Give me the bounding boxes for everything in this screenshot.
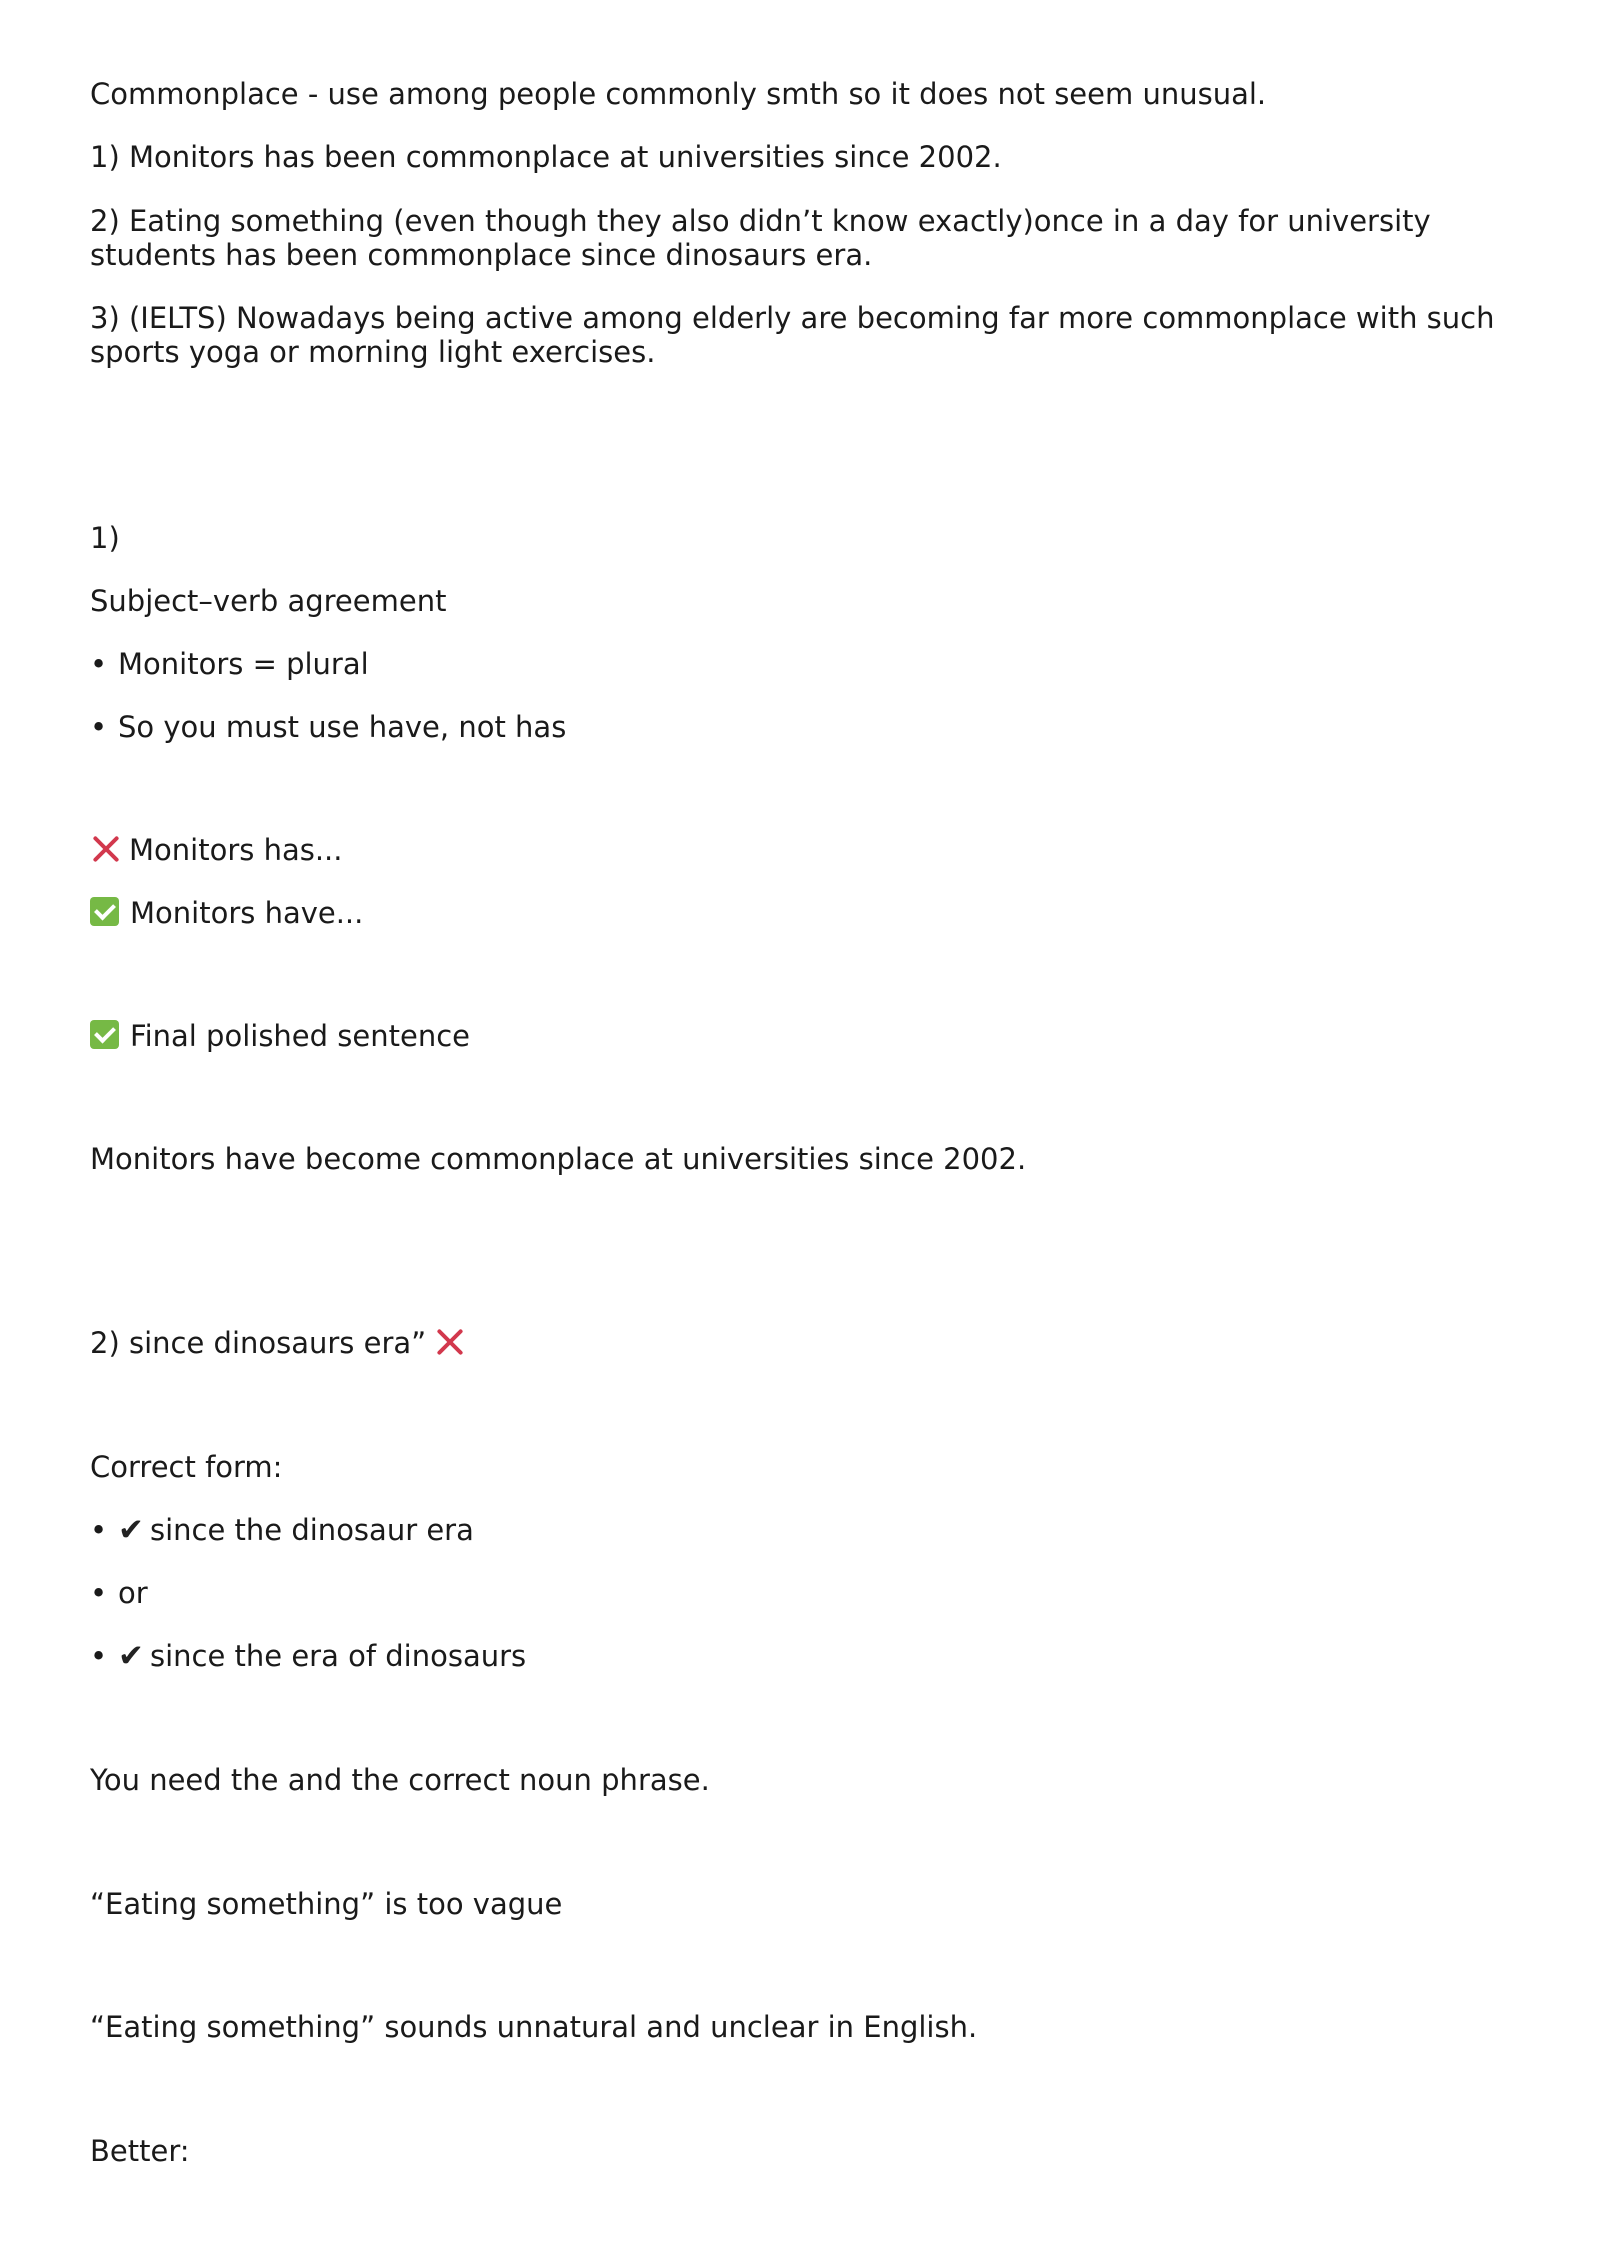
heavy-check-icon: ✔ (118, 1512, 144, 1548)
option-text: since the era of dinosaurs (149, 1639, 527, 1673)
right-example (90, 896, 363, 930)
vague-note: “Eating something” sounds unnatural and unclear in English. (90, 2010, 978, 2044)
right-example-text: Monitors have... (130, 896, 364, 930)
vague-heading: “Eating something” is too vague (90, 1887, 563, 1921)
better-label: Better: (90, 2134, 190, 2168)
definition-line: Commonplace - use among people commonly smth so it does not seem unusual. (90, 77, 1267, 111)
final-sentence: Monitors have become commonplace at universities since 2002. (90, 1142, 1027, 1176)
cross-mark-icon (90, 834, 120, 864)
section1-bullet-1 (90, 647, 369, 681)
correct-option-1 (90, 1513, 474, 1547)
section1-number: 1) (90, 521, 120, 555)
bullet-text: Monitors = plural (118, 647, 369, 681)
option-text: since the dinosaur era (149, 1513, 474, 1547)
check-box-icon (90, 1020, 119, 1049)
bullet-text: So you must use have, not has (118, 710, 567, 744)
wrong-example-text: Monitors has... (129, 833, 343, 867)
section1-bullet-2 (90, 710, 566, 744)
section1-heading: Subject–verb agreement (90, 584, 447, 618)
bullet-marker: • (90, 1576, 108, 1610)
bullet-marker: • (90, 1513, 108, 1547)
correct-option-or (90, 1576, 148, 1610)
section2-heading (90, 1326, 464, 1360)
bullet-marker: • (90, 1639, 108, 1673)
heavy-check-icon: ✔ (118, 1638, 144, 1674)
example-3: 3) (IELTS) Nowadays being active among elderly are becoming far more commonplace with such sports yoga or morning light exercises. (90, 301, 1495, 369)
bullet-marker: • (90, 647, 108, 681)
final-label (90, 1019, 470, 1053)
section2-heading-text: 2) since dinosaurs era” (90, 1326, 427, 1360)
final-label-text: Final polished sentence (130, 1019, 470, 1053)
example-1: 1) Monitors has been commonplace at universities since 2002. (90, 140, 1002, 174)
cross-mark-icon (434, 1327, 464, 1357)
correct-option-2 (90, 1639, 526, 1673)
check-box-icon (90, 897, 119, 926)
option-text: or (118, 1576, 148, 1610)
wrong-example (90, 833, 342, 867)
bullet-marker: • (90, 710, 108, 744)
example-2: 2) Eating something (even though they also didn’t know exactly)once in a day for university students has been commonplace since dinosaurs era. (90, 204, 1431, 272)
correct-form-label: Correct form: (90, 1450, 283, 1484)
noun-phrase-note: You need the and the correct noun phrase. (90, 1763, 710, 1797)
